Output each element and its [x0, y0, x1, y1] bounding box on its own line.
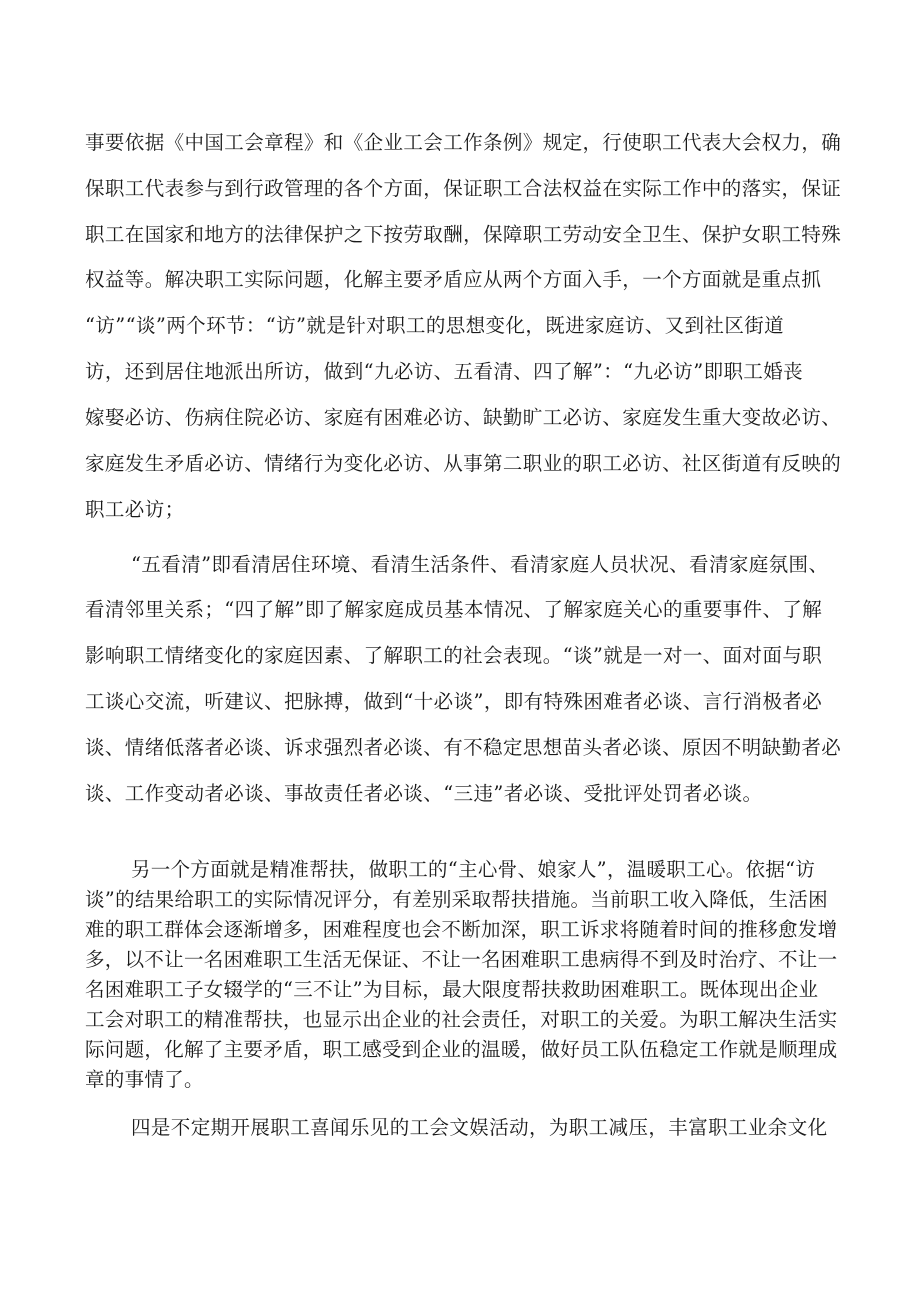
paragraph-line: 另一个方面就是精准帮扶，做职工的“主心骨、娘家人”，温暖职工心。依据“访 [131, 858, 816, 881]
paragraph-line: 访，还到居住地派出所访，做到“九必访、五看清、四了解”：“九必访”即职工婚丧 [85, 360, 804, 383]
paragraph-line: 章的事情了。 [85, 1068, 204, 1091]
paragraph-line: 看清邻里关系；“四了解”即了解家庭成员基本情况、了解家庭关心的重要事件、了解 [85, 598, 823, 621]
paragraph-line: 多，以不让一名困难职工生活无保证、不让一名困难职工患病得不到及时治疗、不让一 [85, 948, 838, 971]
paragraph-line: 工谈心交流，听建议、把脉搏，做到“十必谈”，即有特殊困难者必谈、言行消极者必 [85, 690, 823, 713]
paragraph-line: 四是不定期开展职工喜闻乐见的工会文娱活动，为职工减压，丰富职工业余文化 [131, 1116, 828, 1139]
paragraph-line: “五看清”即看清居住环境、看清生活条件、看清家庭人员状况、看清家庭氛围、 [131, 553, 829, 576]
paragraph-line: 难的职工群体会逐渐增多，困难程度也会不断加深，职工诉求将随着时间的推移愈发增 [85, 918, 838, 941]
paragraph-line: 谈、工作变动者必谈、事故责任者必谈、“三违”者必谈、受批评处罚者必谈。 [85, 782, 763, 805]
paragraph-line: 嫁娶必访、伤病住院必访、家庭有困难必访、缺勤旷工必访、家庭发生重大变故必访、 [85, 406, 842, 429]
paragraph-line: 际问题，化解了主要矛盾，职工感受到企业的温暖，做好员工队伍稳定工作就是顺理成 [85, 1038, 838, 1061]
paragraph-line: 保职工代表参与到行政管理的各个方面，保证职工合法权益在实际工作中的落实，保证 [85, 177, 842, 200]
paragraph-line: 谈、情绪低落者必谈、诉求强烈者必谈、有不稳定思想苗头者必谈、原因不明缺勤者必 [85, 736, 842, 759]
paragraph-line: 谈”的结果给职工的实际情况评分，有差别采取帮扶措施。当前职工收入降低，生活困 [85, 888, 828, 911]
paragraph-line: 名困难职工子女辍学的“三不让”为目标，最大限度帮扶救助困难职工。既体现出企业 [85, 978, 819, 1001]
paragraph-line: 家庭发生矛盾必访、情绪行为变化必访、从事第二职业的职工必访、社区街道有反映的 [85, 452, 842, 475]
paragraph-line: 影响职工情绪变化的家庭因素、了解职工的社会表现。“谈”就是一对一、面对面与职 [85, 644, 823, 667]
paragraph-line: 工会对职工的精准帮扶，也显示出企业的社会责任，对职工的关爱。为职工解决生活实 [85, 1008, 838, 1031]
paragraph-line: 职工必访； [85, 498, 185, 521]
paragraph-line: “访”“谈”两个环节：“访”就是针对职工的思想变化，既进家庭访、又到社区街道 [85, 314, 785, 337]
paragraph-line: 事要依据《中国工会章程》和《企业工会工作条例》规定，行使职工代表大会权力，确 [85, 131, 842, 154]
paragraph-line: 职工在国家和地方的法律保护之下按劳取酬，保障职工劳动安全卫生、保护女职工特殊 [85, 223, 842, 246]
paragraph-line: 权益等。解决职工实际问题，化解主要矛盾应从两个方面入手，一个方面就是重点抓 [85, 268, 822, 291]
